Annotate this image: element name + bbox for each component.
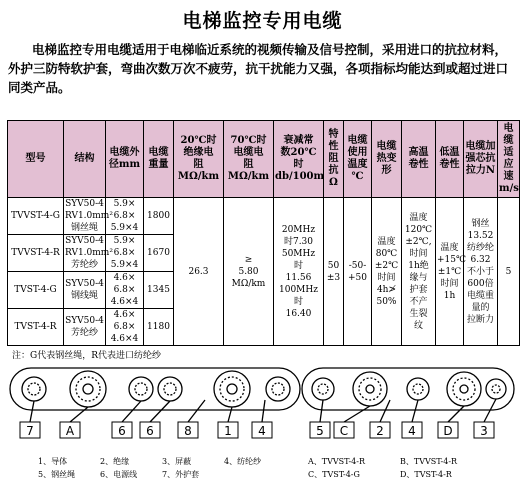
spec-table: [7, 120, 520, 346]
diagram-label: 5: [316, 424, 324, 438]
diagram-label: 4: [258, 424, 266, 438]
legend-item: D、TVST-4-R: [400, 470, 452, 479]
diagram-label: 8: [184, 424, 192, 438]
legend-item: 5、钢丝绳: [38, 470, 76, 479]
col-header: 20℃时 绝缘电 阻 MΩ/km: [174, 121, 224, 198]
power-core-right-1: [312, 378, 334, 400]
cell-diameter: 4.6× 6.8× 4.6×4: [106, 309, 144, 346]
cell-diameter: 4.6× 6.8× 4.6×4: [106, 272, 144, 309]
cell-low-temp: 温度 +15℃ ±1℃ 时间 1h: [436, 198, 464, 346]
col-header: 电缆 重量: [144, 121, 174, 198]
diagram-label: A: [65, 424, 75, 438]
coax-core-right-1: [353, 372, 387, 406]
col-header: 70℃时 电缆电 阻 MΩ/km: [224, 121, 274, 198]
cell-weight: 1670: [144, 235, 174, 272]
col-header: 高温 卷性: [402, 121, 436, 198]
legend-item: 6、电源线: [100, 470, 138, 479]
diagram-label: D: [443, 424, 453, 438]
cell-diameter: 5.9× 6.8× 5.9×4: [106, 235, 144, 272]
cell-impedance: 50 ±3: [324, 198, 344, 346]
legend-item: B、TVVST-4-R: [400, 457, 458, 466]
diagram-label: C: [339, 424, 349, 438]
col-header: 特性 阻抗 Ω: [324, 121, 344, 198]
cell-tensile: 钢丝 13.52 纺纱纶 6.32 不小于 600倍 电缆重 量的 拉断力: [464, 198, 498, 346]
col-header: 电缆 使用 温度 ℃: [344, 121, 372, 198]
cell-model: TVVST-4-R: [8, 235, 64, 272]
cable-cross-section-diagram: [0, 360, 525, 452]
diagram-label: 6: [118, 424, 126, 438]
cell-resistance: ≥ 5.80 MΩ/km: [224, 198, 274, 346]
legend-parts: [38, 455, 286, 481]
diagram-label: 4: [408, 424, 416, 438]
col-header: 电缆外 径mm: [106, 121, 144, 198]
cell-heat-deform: 温度 80℃ ±2℃ 时间 4h≯ 50%: [372, 198, 402, 346]
cell-structure: SYV50-4 RV1.0mm² 芳纶纱: [65, 236, 113, 270]
col-header: 衰减常 数20℃ 时 db/100m: [274, 121, 324, 198]
col-header: 型号: [8, 121, 64, 198]
cell-insulation: 26.3: [174, 198, 224, 346]
table-note: 注：G代表钢丝绳，R代表进口纺纶纱: [12, 351, 161, 361]
power-core-right-3: [486, 379, 506, 399]
power-core-left-3: [158, 377, 182, 401]
power-core-left-1: [22, 377, 46, 401]
cable-jacket-left: [10, 368, 300, 410]
cell-weight: 1345: [144, 272, 174, 309]
power-core-right-2: [407, 378, 429, 400]
legend-models: [308, 455, 492, 481]
cell-weight: 1800: [144, 198, 174, 235]
table-row: [8, 198, 520, 235]
diagram-label: 7: [26, 424, 34, 438]
col-header: 电缆 热变 形: [372, 121, 402, 198]
diagram-label: 3: [480, 424, 488, 438]
cell-speed: 5: [498, 198, 520, 346]
col-header: 低温 卷性: [436, 121, 464, 198]
cell-model: TVST-4-G: [8, 272, 64, 309]
cell-use-temp: -50- +50: [344, 198, 372, 346]
diagram-label: 1: [224, 424, 232, 438]
cell-model: TVST-4-R: [8, 309, 64, 346]
col-header: 电缆加 强芯抗 拉力N: [464, 121, 498, 198]
col-header: 电缆适 应速 m/s: [498, 121, 520, 198]
cell-model: TVVST-4-G: [8, 198, 64, 235]
cell-high-temp: 温度 120℃ ±2℃, 时间 1h绝 缘与 护套 不产 生裂 纹: [402, 198, 436, 346]
power-core-left-2: [129, 377, 153, 401]
power-core-left-4: [266, 377, 290, 401]
diagram-label: 6: [146, 424, 154, 438]
legend-item: 1、导体: [38, 457, 68, 466]
page-title: 电梯监控专用电缆: [182, 10, 343, 32]
table-header-row: [8, 121, 520, 198]
legend-item: 2、绝缘: [100, 457, 130, 466]
cell-attenuation: 20MHz 时7.30 50MHz 时 11.56 100MHz 时 16.40: [274, 198, 324, 346]
cell-weight: 1180: [144, 309, 174, 346]
legend-item: C、TVST-4-G: [308, 470, 360, 479]
legend-item: 3、屏蔽: [162, 457, 192, 466]
diagram-label: 2: [376, 424, 384, 438]
col-header: 结构: [64, 121, 106, 198]
legend-item: 7、外护套: [162, 470, 200, 479]
legend-item: A、TVVST-4-R: [308, 457, 365, 466]
cell-structure: SYV50-4 RV1.0mm² 钢丝绳: [65, 199, 113, 233]
legend-item: 4、纺纶纱: [224, 457, 262, 466]
cell-structure: SYV50-4 钢线绳: [64, 272, 106, 309]
cell-structure: SYV50-4 芳纶纱: [64, 309, 106, 346]
intro-paragraph: 电梯监控专用电缆适用于电梯临近系统的视频传输及信号控制，采用进口的抗拉材料，外护三防特软护套，弯曲次数万次不疲劳，抗干扰能力又强，各项指标均能达到或超过进口同类产品。: [8, 42, 509, 95]
cell-diameter: 5.9× 6.8× 5.9×4: [106, 198, 144, 235]
coax-core-right-2: [447, 372, 481, 406]
